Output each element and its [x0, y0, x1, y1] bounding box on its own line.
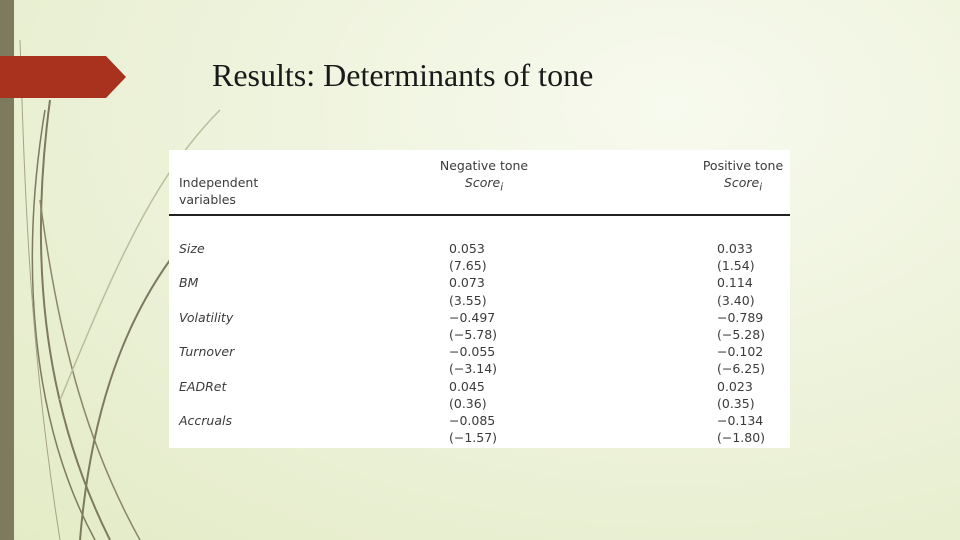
table-row-tstat — [169, 326, 790, 343]
positive-coef: −0.789 — [717, 309, 764, 325]
positive-coef: −0.134 — [717, 412, 764, 428]
header-independent-variables: Independent variables — [179, 175, 259, 207]
negative-tstat: (0.36) — [449, 395, 487, 411]
negative-tstat: (−5.78) — [449, 326, 498, 342]
table-row — [169, 240, 790, 257]
negative-tstat: (3.55) — [449, 292, 487, 308]
table-row-tstat — [169, 292, 790, 309]
variable-name: Turnover — [179, 344, 235, 360]
table-row — [169, 378, 790, 395]
title-arrow-tab — [0, 56, 126, 98]
table-header — [169, 150, 790, 214]
negative-coef: 0.045 — [449, 378, 485, 394]
negative-tstat: (−1.57) — [449, 430, 498, 446]
header-negative-tone: Negative tone Score$_i$ — [439, 158, 529, 194]
header-rule — [169, 214, 790, 216]
positive-coef: −0.102 — [717, 344, 764, 360]
variable-name: Accruals — [179, 412, 233, 428]
positive-tstat: (−6.25) — [717, 361, 766, 377]
header-positive-tone: Positive tone Score$_i$ — [702, 158, 784, 194]
negative-tstat: (−3.14) — [449, 361, 498, 377]
negative-coef: −0.055 — [449, 344, 496, 360]
table-row — [169, 274, 790, 291]
positive-tstat: (−5.28) — [717, 326, 766, 342]
table-row — [169, 412, 790, 429]
negative-tstat: (7.65) — [449, 258, 487, 274]
positive-tstat: (3.40) — [717, 292, 755, 308]
table-row — [169, 343, 790, 360]
positive-coef: 0.023 — [717, 378, 753, 394]
positive-tstat: (−1.80) — [717, 430, 766, 446]
positive-coef: 0.114 — [717, 275, 753, 291]
negative-coef: −0.497 — [449, 309, 496, 325]
positive-tstat: (0.35) — [717, 395, 755, 411]
variable-name: BM — [179, 275, 199, 291]
variable-name: EADRet — [179, 378, 227, 394]
slide-title: Results: Determinants of tone — [212, 57, 594, 93]
table-row-tstat — [169, 360, 790, 377]
table-body — [169, 240, 790, 446]
table-row-tstat — [169, 257, 790, 274]
variable-name: Volatility — [179, 309, 234, 325]
results-table — [169, 150, 790, 448]
table-row — [169, 309, 790, 326]
positive-tstat: (1.54) — [717, 258, 755, 274]
positive-coef: 0.033 — [717, 241, 753, 256]
negative-coef: −0.085 — [449, 412, 496, 428]
variable-name: Size — [179, 241, 205, 256]
negative-coef: 0.053 — [449, 241, 485, 256]
table-row-tstat — [169, 395, 790, 412]
negative-coef: 0.073 — [449, 275, 485, 291]
table-row-tstat — [169, 429, 790, 446]
